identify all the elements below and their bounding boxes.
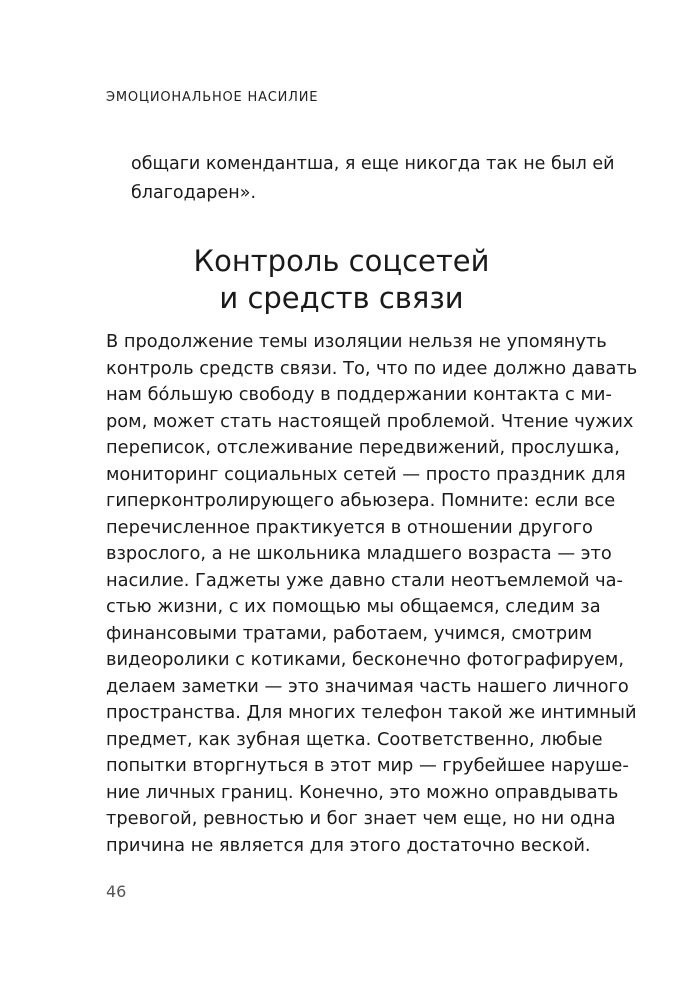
body-paragraph bbox=[106, 329, 638, 859]
body-line: переписок, отслеживание передвижений, прослушка, bbox=[106, 437, 620, 458]
body-line: ние личных границ. Конечно, это можно оправдывать bbox=[106, 781, 619, 803]
body-line: перечисленное практикуется в отношении другого bbox=[106, 516, 593, 538]
quote-tail-line: общаги комендантша, я еще никогда так не был ей bbox=[131, 154, 615, 174]
body-line: ром, может стать настоящей проблемой. Чтение чужих bbox=[106, 410, 634, 432]
body-line: взрослого, а не школьника младшего возраста — это bbox=[106, 543, 612, 564]
section-title-line: и средств связи bbox=[219, 281, 464, 315]
section-title-line: Контроль соцсетей bbox=[193, 244, 490, 278]
section-title bbox=[0, 243, 683, 317]
body-line: стью жизни, с их помощью мы общаемся, следим за bbox=[106, 596, 601, 617]
body-line: финансовыми тратами, работаем, учимся, смотрим bbox=[106, 622, 593, 644]
body-line: предмет, как зубная щетка. Соответственно, любые bbox=[106, 728, 603, 750]
page-number: 46 bbox=[106, 882, 127, 901]
body-line: контроль средств связи. То, что по идее должно давать bbox=[106, 357, 638, 379]
body-line: видеоролики с котиками, бесконечно фотографируем, bbox=[106, 649, 625, 670]
body-line: насилие. Гаджеты уже давно стали неотъемлемой ча- bbox=[106, 569, 623, 591]
quote-tail-line: благодарен». bbox=[131, 183, 257, 203]
body-line: В продолжение темы изоляции нельзя не упомянуть bbox=[106, 331, 607, 352]
quote-tail bbox=[131, 150, 615, 208]
running-head: ЭМОЦИОНАЛЬНОЕ НАСИЛИЕ bbox=[106, 90, 319, 105]
body-line: делаем заметки — это значимая часть нашего личного bbox=[106, 675, 629, 697]
body-line: тревогой, ревностью и бог знает чем еще, но ни одна bbox=[106, 808, 616, 829]
body-line: гиперконтролирующего абьюзера. Помните: если все bbox=[106, 490, 616, 511]
body-line: нам бóльшую свободу в поддержании контакта с ми- bbox=[106, 384, 612, 405]
body-line: мониторинг социальных сетей — просто праздник для bbox=[106, 463, 626, 485]
body-line: причина не является для этого достаточно веской. bbox=[106, 834, 591, 856]
body-line: пространства. Для многих телефон такой же интимный bbox=[106, 702, 637, 723]
body-line: попытки вторгнуться в этот мир — грубейшее наруше- bbox=[106, 755, 629, 776]
